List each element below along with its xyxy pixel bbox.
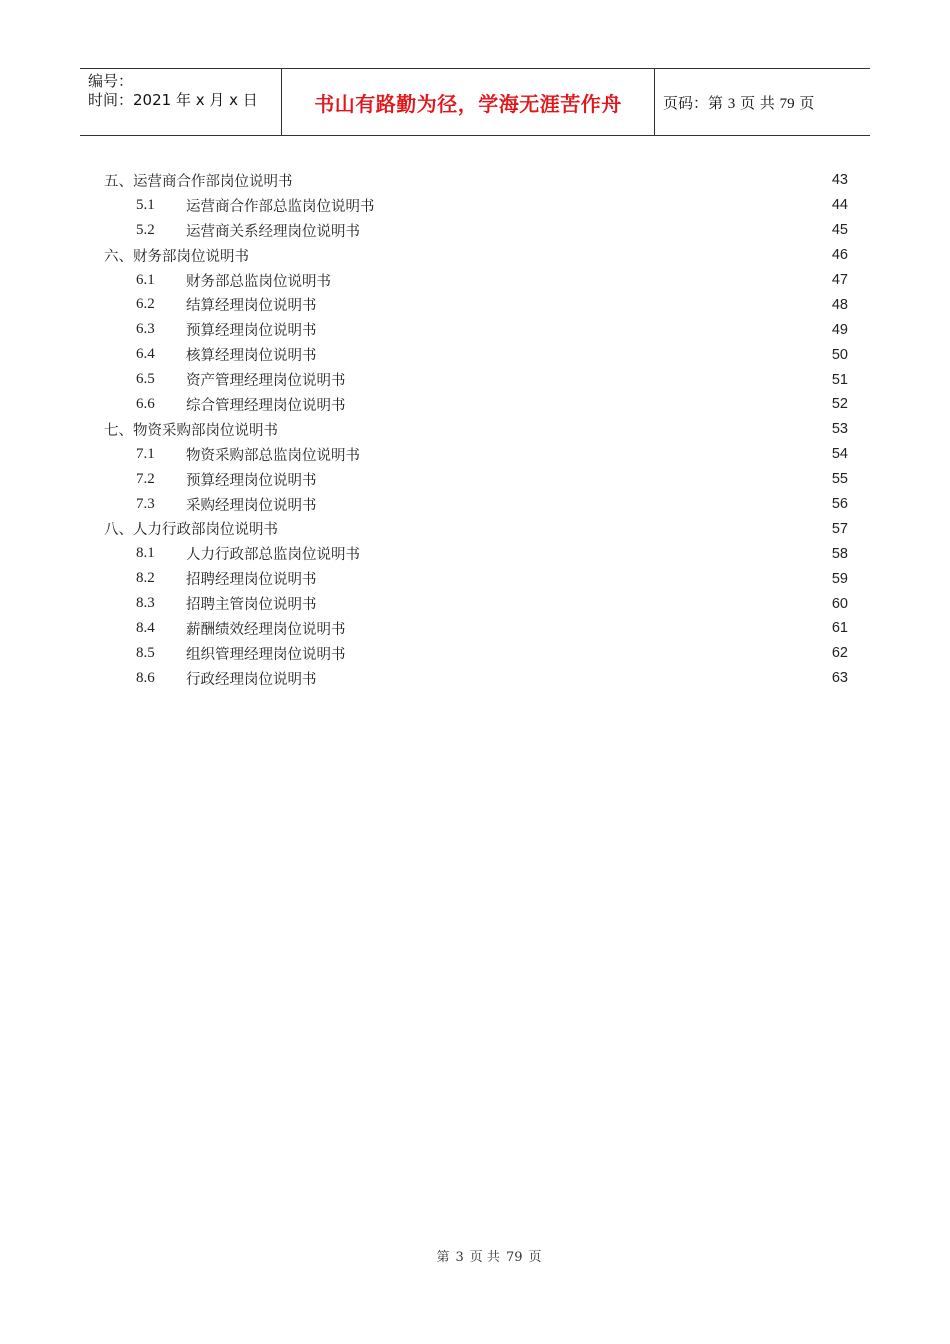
toc-entry-title: 行政经理岗位说明书 [186, 671, 317, 688]
toc-entry-page: 50 [831, 346, 848, 363]
toc-entry-number: 7.1 [136, 445, 155, 462]
toc-entry-page: 57 [831, 520, 848, 537]
toc-entry-title: 薪酬绩效经理岗位说明书 [186, 621, 346, 638]
toc-dot-leader [347, 375, 831, 385]
page-current: 3 [727, 95, 736, 112]
toc-dot-leader [361, 225, 831, 235]
toc-entry-title: 人力行政部总监岗位说明书 [186, 547, 360, 564]
toc-subentry[interactable] [104, 541, 848, 566]
toc-subentry[interactable] [104, 616, 848, 641]
toc-entry-page: 60 [831, 595, 848, 612]
toc-dot-leader [318, 474, 831, 484]
toc-entry-number: 8.6 [136, 669, 155, 686]
time-label: 时间： [88, 91, 134, 109]
toc-entry-page: 51 [831, 371, 848, 388]
toc-entry-page: 58 [831, 545, 848, 562]
toc-entry-title: 招聘主管岗位说明书 [186, 597, 317, 614]
toc-entry-title: 资产管理经理岗位说明书 [186, 373, 346, 390]
toc-entry-page: 44 [831, 197, 848, 214]
toc-dot-leader [318, 574, 831, 584]
toc-subentry[interactable] [104, 367, 848, 392]
toc-entry[interactable] [104, 243, 848, 268]
time-line [88, 91, 258, 109]
toc-dot-leader [347, 399, 831, 409]
toc-entry-number: 6.1 [136, 271, 155, 288]
toc-entry-title: 六、财务部岗位说明书 [104, 248, 249, 265]
toc-entry-number: 6.6 [136, 395, 155, 412]
toc-entry-title: 物资采购部总监岗位说明书 [186, 447, 360, 464]
toc-entry-title: 七、物资采购部岗位说明书 [104, 422, 278, 439]
toc-entry-number: 8.4 [136, 619, 155, 636]
footer-current: 3 [455, 1250, 464, 1265]
header-page-info [663, 92, 814, 113]
toc-dot-leader [318, 300, 831, 310]
toc-dot-leader [318, 599, 831, 609]
page-total: 79 [779, 95, 795, 112]
toc-dot-leader [318, 499, 831, 509]
toc-entry-page: 59 [831, 570, 848, 587]
toc-subentry[interactable] [104, 591, 848, 616]
toc-subentry[interactable] [104, 292, 848, 317]
toc-entry[interactable] [104, 417, 848, 442]
toc-entry-title: 核算经理岗位说明书 [186, 348, 317, 365]
toc-entry-number: 6.2 [136, 296, 155, 313]
toc-entry[interactable] [104, 516, 848, 541]
toc-entry-title: 五、运营商合作部岗位说明书 [104, 173, 293, 190]
toc-entry-title: 组织管理经理岗位说明书 [186, 646, 346, 663]
toc-entry-number: 5.1 [136, 196, 155, 213]
toc-entry-number: 6.3 [136, 321, 155, 338]
toc-entry-title: 综合管理经理岗位说明书 [186, 397, 346, 414]
header-page-cell [655, 69, 870, 135]
toc-subentry[interactable] [104, 342, 848, 367]
toc-entry-number: 6.5 [136, 371, 155, 388]
toc-entry-number: 8.3 [136, 595, 155, 612]
toc-entry-title: 财务部总监岗位说明书 [186, 273, 331, 290]
footer-prefix: 第 [436, 1250, 450, 1265]
toc-dot-leader [376, 200, 831, 210]
toc-subentry[interactable] [104, 641, 848, 666]
toc-entry-page: 52 [831, 396, 848, 413]
toc-subentry[interactable] [104, 317, 848, 342]
toc-entry-title: 预算经理岗位说明书 [186, 472, 317, 489]
time-value: 2021 年 x 月 x 日 [133, 91, 258, 109]
toc-entry-number: 8.2 [136, 570, 155, 587]
toc-entry-title: 八、人力行政部岗位说明书 [104, 522, 278, 539]
toc-entry-title: 预算经理岗位说明书 [186, 323, 317, 340]
toc-subentry[interactable] [104, 442, 848, 467]
toc-entry-page: 61 [831, 620, 848, 637]
footer-suffix: 页 [528, 1250, 542, 1265]
toc-entry-title: 采购经理岗位说明书 [186, 497, 317, 514]
toc-entry-page: 48 [831, 296, 848, 313]
header-motto-cell [281, 69, 655, 135]
toc-subentry[interactable] [104, 467, 848, 492]
toc-subentry[interactable] [104, 268, 848, 293]
toc-entry-number: 8.5 [136, 644, 155, 661]
toc-entry-title: 招聘经理岗位说明书 [186, 572, 317, 589]
footer-total: 79 [505, 1250, 523, 1265]
toc-dot-leader [250, 250, 831, 260]
footer-mid: 页 共 [469, 1250, 500, 1265]
toc-dot-leader [294, 175, 831, 185]
toc-entry-page: 62 [831, 645, 848, 662]
page-prefix: 页码：第 [663, 93, 724, 112]
toc-subentry[interactable] [104, 566, 848, 591]
page-mid: 页 共 [740, 93, 775, 112]
toc-entry-title: 运营商关系经理岗位说明书 [186, 223, 360, 240]
toc-entry-page: 53 [831, 421, 848, 438]
toc-dot-leader [332, 275, 831, 285]
toc-dot-leader [347, 623, 831, 633]
toc-entry-title: 运营商合作部总监岗位说明书 [186, 198, 375, 215]
toc-dot-leader [279, 424, 831, 434]
toc-dot-leader [318, 325, 831, 335]
toc-subentry[interactable] [104, 193, 848, 218]
toc-entry-number: 7.2 [136, 470, 155, 487]
toc-dot-leader [279, 524, 831, 534]
header-meta-cell [80, 69, 281, 135]
toc-entry-number: 7.3 [136, 495, 155, 512]
page-suffix: 页 [799, 93, 815, 112]
toc-subentry[interactable] [104, 492, 848, 517]
document-header [80, 68, 870, 136]
toc-entry-title: 结算经理岗位说明书 [186, 298, 317, 315]
table-of-contents [104, 168, 848, 691]
toc-entry-page: 43 [831, 172, 848, 189]
page-footer [0, 1246, 950, 1265]
toc-dot-leader [347, 648, 831, 658]
toc-subentry[interactable] [104, 392, 848, 417]
toc-entry-number: 8.1 [136, 545, 155, 562]
toc-dot-leader [318, 673, 831, 683]
toc-subentry[interactable] [104, 218, 848, 243]
motto-text: 书山有路勤为径，学海无涯苦作舟 [314, 91, 622, 116]
toc-entry-page: 55 [831, 471, 848, 488]
toc-entry-page: 56 [831, 496, 848, 513]
toc-entry-page: 46 [831, 247, 848, 264]
toc-subentry[interactable] [104, 666, 848, 691]
toc-entry-page: 54 [831, 446, 848, 463]
toc-entry-page: 63 [831, 670, 848, 687]
toc-entry-page: 47 [831, 272, 848, 288]
toc-entry-number: 5.2 [136, 221, 155, 238]
code-label: 编号： [88, 72, 134, 90]
toc-entry-number: 6.4 [136, 346, 155, 363]
toc-entry-page: 45 [831, 222, 848, 239]
toc-entry[interactable] [104, 168, 848, 193]
toc-dot-leader [361, 449, 831, 459]
toc-entry-page: 49 [831, 321, 848, 338]
toc-dot-leader [361, 549, 831, 559]
toc-dot-leader [318, 350, 831, 360]
